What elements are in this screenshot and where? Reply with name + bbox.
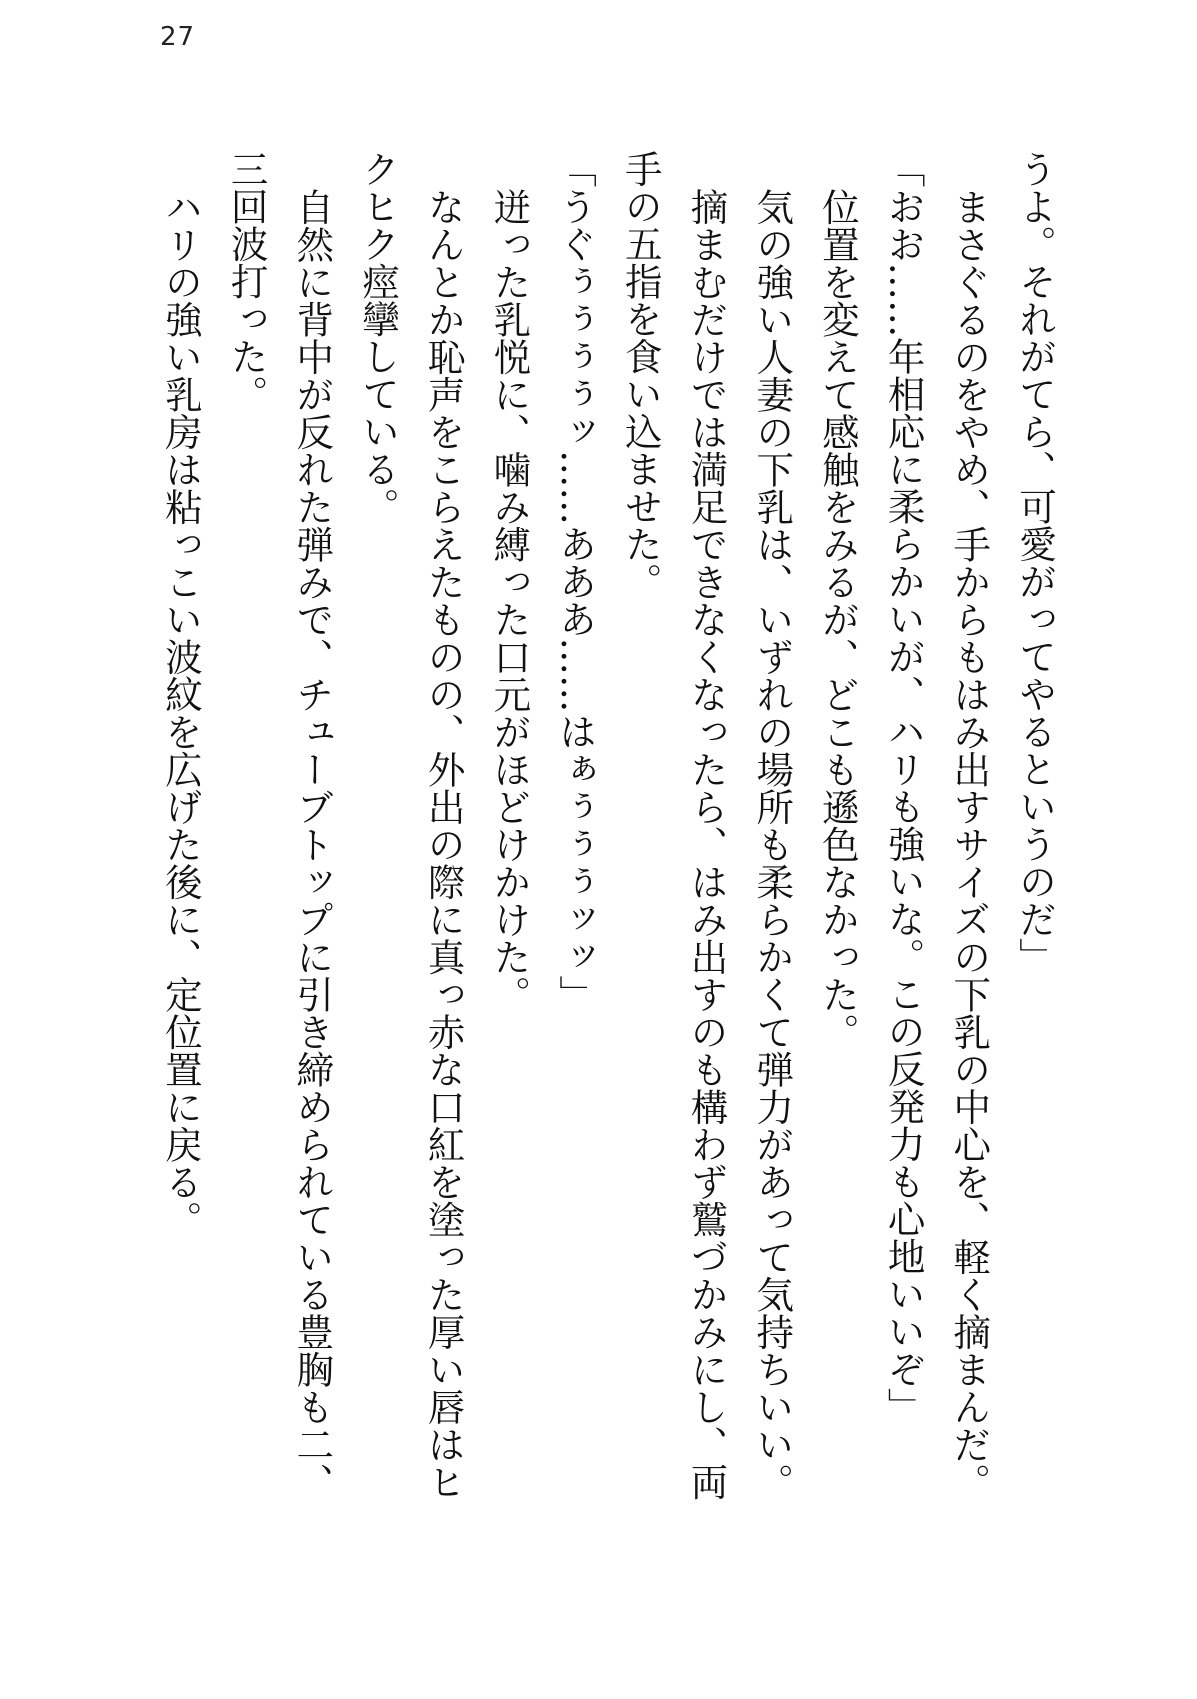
text-line: 迸った乳悦に、噛み縛った口元がほどけかけた。 — [487, 187, 532, 1013]
text-line: ハリの強い乳房は粘っこい波紋を広げた後に、定位置に戻る。 — [158, 187, 203, 1238]
text-line: クヒク痙攣している。 — [355, 150, 400, 525]
text-line: 「おお……年相応に柔らかいが、ハリも強いな。この反発力も心地いいぞ」 — [881, 150, 926, 1425]
page-number: 27 — [160, 22, 196, 52]
text-line: 気の強い人妻の下乳は、いずれの場所も柔らかくて弾力があって気持ちいい。 — [750, 187, 795, 1500]
text-line: 自然に背中が反れた弾みで、チューブトップに引き締められている豊胸も二、 — [290, 187, 335, 1500]
text-line: うよ。それがてら、可愛がってやるというのだ」 — [1013, 150, 1057, 975]
text-line: まさぐるのをやめ、手からもはみ出すサイズの下乳の中心を、軽く摘まんだ。 — [947, 187, 992, 1500]
text-line: 三回波打った。 — [224, 150, 269, 413]
text-line: なんとか恥声をこらえたものの、外出の際に真っ赤な口紅を塗った厚い唇はヒ — [421, 187, 466, 1500]
text-line: 摘まむだけでは満足できなくなったら、はみ出すのも構わず鷲づかみにし、両 — [684, 187, 729, 1500]
text-line: 手の五指を食い込ませた。 — [618, 150, 663, 600]
vertical-body-text — [147, 150, 1067, 1510]
text-line: 「うぐぅぅぅぅッ……あああ……はぁぅぅぅッッ」 — [553, 150, 598, 1013]
text-line: 位置を変えて感触をみるが、どこも遜色なかった。 — [815, 187, 860, 1050]
